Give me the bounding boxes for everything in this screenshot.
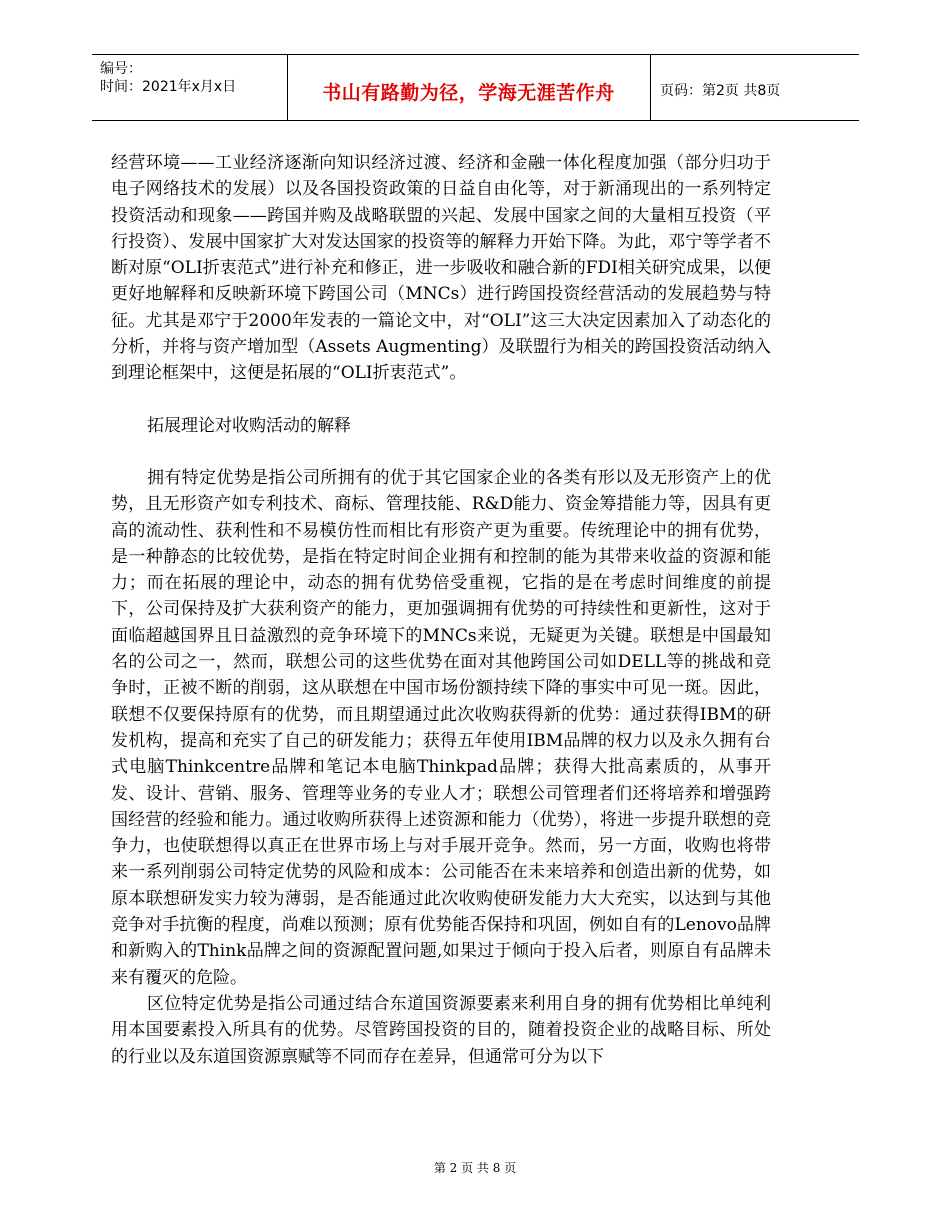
paragraph-location-advantage: 区位特定优势是指公司通过结合东道国资源要素来利用自身的拥有优势相比单纯利用本国要素投入所具有的优势。尽管跨国投资的目的，随着投资企业的战略目标、所处的行业以及东道国资源禀赋等不同而存在差异，但通常可分为以下 (111, 993, 771, 1067)
header-motto: 书山有路勤为径，学海无涯苦作舟 (322, 82, 615, 104)
paragraph-ownership-advantage: 拥有特定优势是指公司所拥有的优于其它国家企业的各类有形以及无形资产上的优势，且无形资产如专利技术、商标、管理技能、R&D能力、资金筹措能力等，因具有更高的流动性、获利性和不易模仿性而相比有形资产更为重要。传统理论中的拥有优势，是一种静态的比较优势，是指在特定时间企业拥有和控制的能为其带来收益的资源和能力；而在拓展的理论中，动态的拥有优势倍受重视，它指的是在考虑时间维度的前提下，公司保持及扩大获利资产的能力，更加强调拥有优势的可持续性和更新性，这对于面临超越国界且日益激烈的竞争环境下的MNCs来说，无疑更为关键。联想是中国最知名的公司之一，然而，联想公司的这些优势在面对其他跨国公司如DELL等的挑战和竞争时，正被不断的削弱，这从联想在中国市场份额持续下降的事实中可见一斑。因此，联想不仅要保持原有的优势，而且期望通过此次收购获得新的优势：通过获得IBM的研发机构，提高和充实了自己的研发能力；获得五年使用IBM品牌的权力以及永久拥有台式电脑Thinkcentre品牌和笔记本电脑Thinkpad品牌；获得大批高素质的，从事开发、设计、营销、服务、管理等业务的专业人才；联想公司管理者们还将培养和增强跨国经营的经验和能力。通过收购所获得上述资源和能力（优势），将进一步提升联想的竞争力，也使联想得以真正在世界市场上与对手展开竞争。然而，另一方面，收购也将带来一系列削弱公司特定优势的风险和成本：公司能否在未来培养和创造出新的优势，如原本联想研发实力较为薄弱，是否能通过此次收购使研发能力大大充实，以达到与其他竞争对手抗衡的程度，尚难以预测；原有优势能否保持和巩固，例如自有的Lenovo品牌和新购入的Think品牌之间的资源配置问题,如果过于倾向于投入后者，则原自有品牌未来有覆灭的危险。 (111, 467, 771, 988)
footer-page-number: 第 2 页 共 8 页 (433, 1161, 517, 1175)
paragraph-continuation: 经营环境——工业经济逐渐向知识经济过渡、经济和金融一体化程度加强（部分归功于电子网络技术的发展）以及各国投资政策的日益自由化等，对于新涌现出的一系列特定投资活动和现象——跨国并购及战略联盟的兴起、发展中国家之间的大量相互投资（平行投资）、发展中国家扩大对发达国家的投资等的解释力开始下降。为此，邓宁等学者不断对原“OLI折衷范式”进行补充和修正，进一步吸收和融合新的FDI相关研究成果，以便更好地解释和反映新环境下跨国公司（MNCs）进行跨国投资经营活动的发展趋势与特征。尤其是邓宁于2000年发表的一篇论文中，对“OLI”这三大决定因素加入了动态化的分析，并将与资产增加型（Assets Augmenting）及联盟行为相关的跨国投资活动纳入到理论框架中，这便是拓展的“OLI折衷范式”。 (111, 153, 771, 384)
header-page-indicator: 页码：第2页 共8页 (660, 83, 781, 99)
date-label: 时间：2021年x月x日 (100, 79, 237, 95)
header-bottom-rule (92, 120, 859, 121)
document-body (111, 150, 771, 1070)
serial-number-label: 编号： (100, 61, 142, 77)
header-left-block (100, 60, 236, 96)
header-top-rule (92, 54, 859, 55)
section-heading: 拓展理论对收购活动的解释 (147, 415, 351, 436)
header-divider-right (650, 55, 651, 120)
